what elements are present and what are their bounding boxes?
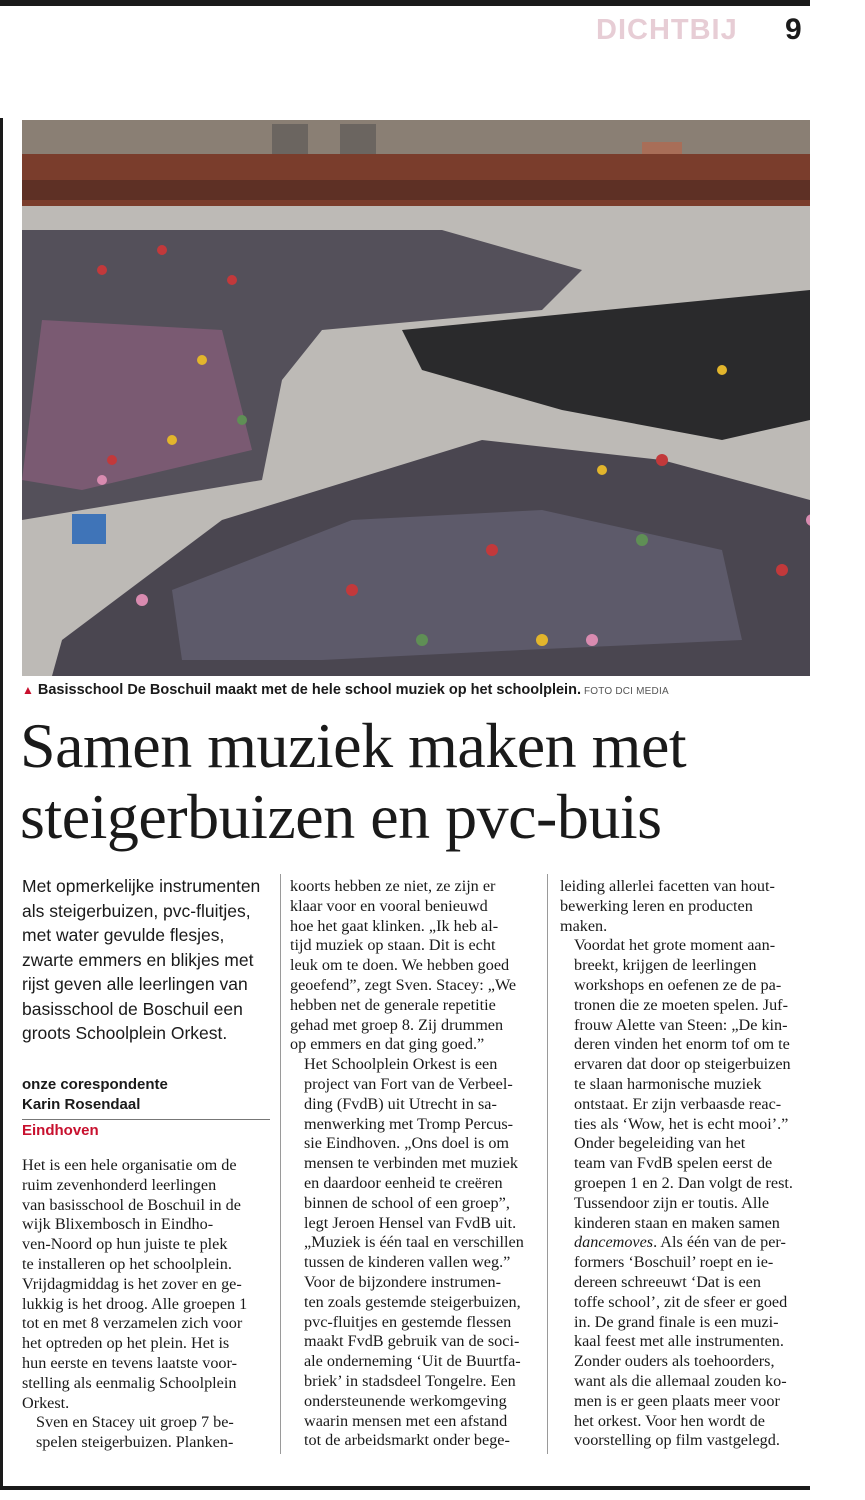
article-line: dereen schreeuwt ‘Dat is een xyxy=(574,1272,761,1291)
article-line: kinderen staan en maken samen xyxy=(574,1213,780,1232)
article-line: tussen de kinderen vallen weg.” xyxy=(304,1253,511,1272)
article-paragraph xyxy=(290,877,540,1055)
article-line: ruim zevenhonderd leerlingen xyxy=(22,1175,217,1194)
article-line: frouw Alette van Steen: „De kin- xyxy=(574,1015,788,1034)
article-line: van basisschool de Boschuil in de xyxy=(22,1195,241,1214)
article-line: binnen de school of een groep”, xyxy=(304,1193,510,1212)
article-line: stelling als eenmalig Schoolplein xyxy=(22,1373,237,1392)
article-line: leuk om te doen. We hebben goed xyxy=(290,956,510,975)
dateline: Eindhoven xyxy=(22,1122,99,1139)
article-line: leiding allerlei facetten van hout- xyxy=(560,877,775,895)
article-column-2 xyxy=(290,877,540,1451)
article-line: voorstelling op film vastgelegd. xyxy=(574,1431,780,1450)
article-line: spelen steigerbuizen. Planken- xyxy=(36,1433,234,1452)
article-line: koorts hebben ze niet, ze zijn er xyxy=(290,877,496,895)
article-line: „Muziek is één taal en verschillen xyxy=(304,1233,524,1252)
article-line: tronen die ze moeten spelen. Juf- xyxy=(574,995,788,1014)
page-number: 9 xyxy=(785,13,802,46)
photo-credit: FOTO DCI MEDIA xyxy=(583,686,669,697)
article-line: legt Jeroen Hensel van FvdB uit. xyxy=(304,1213,517,1232)
headline-line-2: steigerbuizen en pvc-buis xyxy=(20,781,662,852)
article-line: waarin mensen met een afstand xyxy=(304,1411,508,1430)
article-line: ven-Noord op hun juiste te plek xyxy=(22,1235,228,1254)
article-line: klaar voor en vooral benieuwd xyxy=(290,896,488,915)
article-line: toffe school’, zit de sfeer er goed xyxy=(574,1292,788,1311)
article-line: gehad met groep 8. Zij drummen xyxy=(290,1015,504,1034)
article-line: menwerking met Tromp Percus- xyxy=(304,1114,514,1133)
article-line: tot de arbeidsmarkt onder bege- xyxy=(304,1431,510,1450)
article-paragraph xyxy=(560,1134,810,1451)
article-column-3 xyxy=(560,877,810,1451)
article-line: deren vinden het enorm tof om te xyxy=(574,1035,790,1054)
article-line: groepen 1 en 2. Dan volgt de rest. xyxy=(574,1173,793,1192)
section-label: DICHTBIJ xyxy=(596,14,738,46)
article-line: en daardoor eenheid te creëren xyxy=(304,1173,503,1192)
byline-role: onze corespondente xyxy=(22,1076,168,1093)
article-line: Tussendoor zijn er toutis. Alle xyxy=(574,1193,769,1212)
headline xyxy=(20,710,820,852)
article-line: project van Fort van de Verbeel- xyxy=(304,1074,513,1093)
column-separator xyxy=(547,874,548,1454)
article-line: Voor de bijzondere instrumen- xyxy=(304,1272,502,1291)
article-line: want als die allemaal zouden ko- xyxy=(574,1371,787,1390)
article-line: ontstaat. Er zijn verbaasde reac- xyxy=(574,1094,782,1113)
article-line: geoefend”, zegt Sven. Stacey: „We xyxy=(290,975,517,994)
article-line: hoe het gaat klinken. „Ik heb al- xyxy=(290,916,499,935)
article-line: Sven en Stacey uit groep 7 be- xyxy=(36,1413,234,1432)
article-paragraph xyxy=(560,936,810,1134)
article-line: Onder begeleiding van het xyxy=(574,1134,746,1153)
article-line: Het is een hele organisatie om de xyxy=(22,1156,237,1174)
article-paragraph xyxy=(290,1273,540,1451)
article-paragraph xyxy=(22,1156,274,1413)
article-line: het optreden op het plein. Het is xyxy=(22,1334,230,1353)
article-line: in. De grand finale is een muzi- xyxy=(574,1312,779,1331)
article-line: breekt, krijgen de leerlingen xyxy=(574,956,757,975)
article-line: men is er geen plaats meer voor xyxy=(574,1391,780,1410)
article-paragraph xyxy=(290,1055,540,1273)
byline-author: Karin Rosendaal xyxy=(22,1096,141,1113)
top-rule xyxy=(0,0,810,6)
caption-triangle-icon: ▲ xyxy=(22,683,34,697)
article-line: wijk Blixembosch in Eindho- xyxy=(22,1215,214,1234)
article-line: tot en met 8 verzamelen zich voor xyxy=(22,1314,243,1333)
article-line: ervaren dat door op steigerbuizen xyxy=(574,1055,791,1074)
article-line: het orkest. Voor hen wordt de xyxy=(574,1411,765,1430)
article-line: Voordat het grote moment aan- xyxy=(574,936,776,955)
article-line: team van FvdB spelen eerst de xyxy=(574,1154,773,1173)
article-paragraph xyxy=(560,877,810,936)
headline-line-1: Samen muziek maken met xyxy=(20,710,687,781)
article-line: ding (FvdB) uit Utrecht in sa- xyxy=(304,1094,497,1113)
photo-schoolyard-icon xyxy=(22,120,810,676)
byline-rule xyxy=(22,1119,270,1120)
article-line: Orkest. xyxy=(22,1393,70,1412)
article-photo xyxy=(22,120,810,676)
article-line: op emmers en dat ging goed.” xyxy=(290,1035,485,1054)
byline xyxy=(22,1075,272,1115)
article-paragraph xyxy=(22,1413,274,1453)
article-line: ale onderneming ‘Uit de Buurtfa- xyxy=(304,1352,521,1371)
article-line: ties als ‘Wow, het is echt mooi’.” xyxy=(574,1114,789,1133)
article-line: te installeren op het schoolplein. xyxy=(22,1254,232,1273)
article-line: sie Eindhoven. „Ons doel is om xyxy=(304,1134,510,1153)
article-line: dancemoves. Als één van de per- xyxy=(574,1233,786,1252)
article-line: maakt FvdB gebruik van de soci- xyxy=(304,1332,520,1351)
article-line: briek’ in stadsdeel Tongelre. Een xyxy=(304,1371,516,1390)
bottom-rule xyxy=(0,1486,810,1490)
caption-text: Basisschool De Boschuil maakt met de hele school muziek op het schoolplein. xyxy=(37,682,581,698)
lede: Met opmerkelijke instrumenten als steigerbuizen, pvc-fluitjes, met water gevulde flesjes, zwarte emmers en blikjes met rijst geven alle leerlingen van basisschool de Boschuil een groots Schoolplein Orkest. xyxy=(22,876,261,1043)
article-line: te slaan harmonische muziek xyxy=(574,1074,762,1093)
article-line: ten zoals gestemde steigerbuizen, xyxy=(304,1292,521,1311)
article-column-1 xyxy=(22,1156,274,1453)
article-line: bewerking leren en producten xyxy=(560,896,753,915)
article-line: maken. xyxy=(560,916,608,935)
article-line: Zonder ouders als toehoorders, xyxy=(574,1352,775,1371)
photo-caption xyxy=(22,682,812,698)
article-line: hun eerste en tevens laatste voor- xyxy=(22,1353,237,1372)
left-frame-rule xyxy=(0,118,3,1488)
article-line: workshops en oefenen ze de pa- xyxy=(574,975,782,994)
article-line: mensen te verbinden met muziek xyxy=(304,1154,518,1173)
article-line: pvc-fluitjes en gestemde flessen xyxy=(304,1312,512,1331)
article-line: lukkig is het droog. Alle groepen 1 xyxy=(22,1294,248,1313)
article-line: Vrijdagmiddag is het zover en ge- xyxy=(22,1274,242,1293)
article-line: hebben net de generale repetitie xyxy=(290,995,496,1014)
article-line: tijd muziek op staan. Dit is echt xyxy=(290,936,496,955)
article-line: formers ‘Boschuil’ roept en ie- xyxy=(574,1253,774,1272)
article-line: kaal feest met alle instrumenten. xyxy=(574,1332,784,1351)
column-separator xyxy=(280,874,281,1454)
article-line: ondersteunende werkomgeving xyxy=(304,1391,507,1410)
article-line: Het Schoolplein Orkest is een xyxy=(304,1055,498,1074)
